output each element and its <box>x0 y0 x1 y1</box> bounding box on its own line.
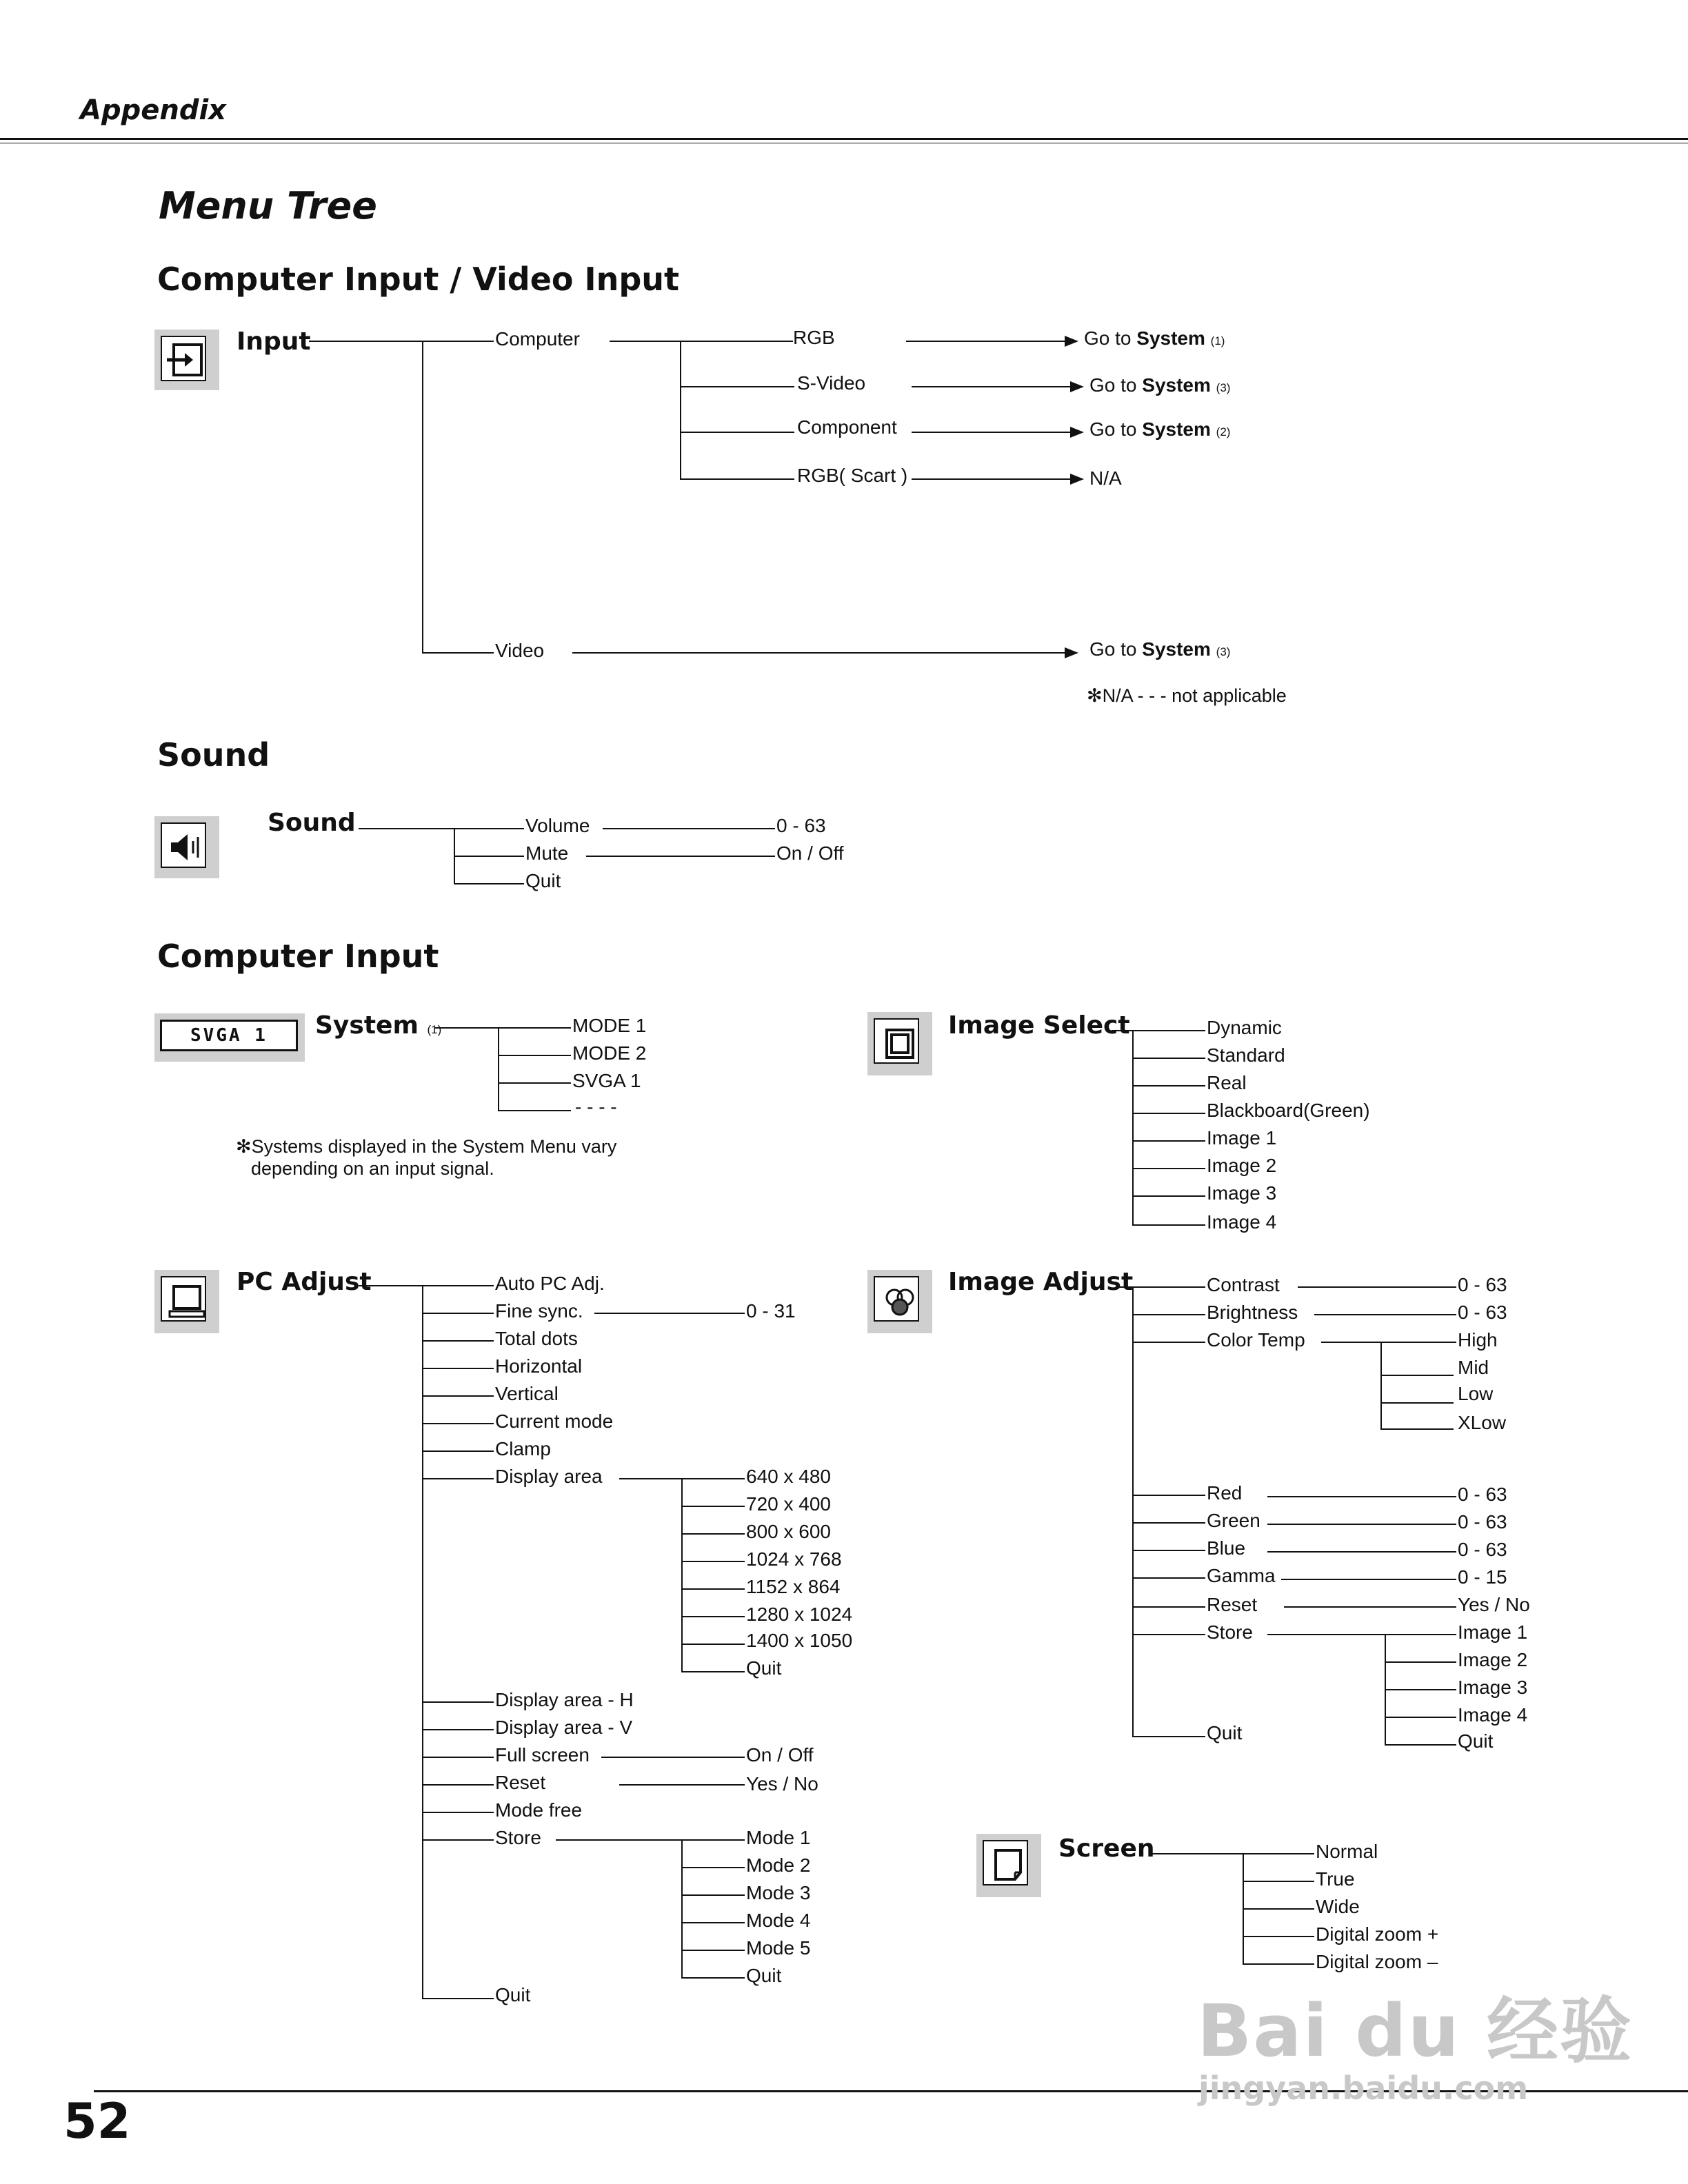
pc-store-mode5: Mode 5 <box>746 1937 811 1959</box>
watermark-logo: Bai du 经验 <box>1197 1989 1633 2073</box>
pc-clamp: Clamp <box>495 1438 551 1459</box>
watermark-url: jingyan.baidu.com <box>1198 2070 1529 2107</box>
pc-full-screen: Full screen <box>495 1744 590 1766</box>
display-area-1152: 1152 x 864 <box>746 1576 841 1597</box>
pc-reset: Reset <box>495 1772 546 1793</box>
adj-green: Green <box>1207 1510 1260 1531</box>
pc-store-mode4: Mode 4 <box>746 1910 811 1931</box>
adj-color-temp: Color Temp <box>1207 1329 1305 1351</box>
image-select-blackboard: Blackboard(Green) <box>1207 1100 1370 1121</box>
input-icon <box>154 330 219 390</box>
input-menu-label: Input <box>237 327 311 356</box>
pc-adjust-icon <box>154 1270 219 1333</box>
source-component: Component <box>797 416 897 438</box>
contrast-range: 0 - 63 <box>1458 1274 1507 1295</box>
section-header: Appendix <box>80 94 226 126</box>
pc-current-mode: Current mode <box>495 1410 614 1432</box>
pc-store-mode2: Mode 2 <box>746 1854 811 1876</box>
screen-menu-label: Screen <box>1058 1834 1155 1863</box>
goto-svideo: Go to System (3) <box>1089 374 1231 396</box>
svga-display-icon: SVGA 1 <box>154 1013 305 1062</box>
pc-mode-free: Mode free <box>495 1799 583 1821</box>
system-note-2: depending on an input signal. <box>251 1158 494 1179</box>
page-title: Menu Tree <box>159 184 377 228</box>
goto-component: Go to System (2) <box>1089 418 1231 440</box>
page-number: 52 <box>63 2093 131 2150</box>
blue-range: 0 - 63 <box>1458 1539 1507 1560</box>
system-svga1: SVGA 1 <box>572 1070 641 1091</box>
adj-blue: Blue <box>1207 1537 1246 1559</box>
color-temp-high: High <box>1458 1329 1498 1351</box>
screen-wide: Wide <box>1316 1896 1360 1917</box>
image-select-icon <box>867 1012 932 1075</box>
image-select-dynamic: Dynamic <box>1207 1017 1282 1038</box>
fine-sync-range: 0 - 31 <box>746 1300 796 1322</box>
sound-quit: Quit <box>525 870 561 891</box>
pc-store-mode3: Mode 3 <box>746 1882 811 1903</box>
adj-store-image4: Image 4 <box>1458 1704 1528 1726</box>
color-temp-xlow: XLow <box>1458 1412 1507 1433</box>
source-rgb: RGB <box>793 327 835 348</box>
red-range: 0 - 63 <box>1458 1484 1507 1505</box>
pc-auto-adj: Auto PC Adj. <box>495 1273 605 1294</box>
gamma-range: 0 - 15 <box>1458 1566 1507 1588</box>
pc-adjust-menu-label: PC Adjust <box>237 1268 372 1296</box>
volume-range: 0 - 63 <box>776 815 826 836</box>
image-select-real: Real <box>1207 1072 1247 1093</box>
sound-volume: Volume <box>525 815 590 836</box>
source-rgb-scart: RGB( Scart ) <box>797 465 908 486</box>
na-note: ✻N/A - - - not applicable <box>1087 685 1287 706</box>
color-temp-mid: Mid <box>1458 1357 1489 1378</box>
sound-icon <box>154 816 219 878</box>
image-select-standard: Standard <box>1207 1044 1285 1066</box>
display-area-640: 640 x 480 <box>746 1466 831 1487</box>
screen-digital-zoom-minus: Digital zoom – <box>1316 1951 1438 1972</box>
system-note-1: ✻Systems displayed in the System Menu vary <box>236 1136 617 1157</box>
display-area-1280: 1280 x 1024 <box>746 1604 853 1625</box>
adj-store-image3: Image 3 <box>1458 1677 1528 1698</box>
adj-quit: Quit <box>1207 1722 1243 1743</box>
system-menu-label: System (1) <box>315 1011 442 1040</box>
screen-true: True <box>1316 1868 1355 1890</box>
mute-values: On / Off <box>776 842 844 864</box>
input-computer: Computer <box>495 328 580 350</box>
image-adjust-icon <box>867 1270 932 1333</box>
screen-digital-zoom-plus: Digital zoom + <box>1316 1923 1439 1945</box>
header-rule <box>0 138 1688 140</box>
pc-display-area-v: Display area - V <box>495 1717 633 1738</box>
adj-store-image2: Image 2 <box>1458 1649 1528 1670</box>
section-title-cv: Computer Input / Video Input <box>157 261 680 298</box>
adj-store-image1: Image 1 <box>1458 1621 1528 1643</box>
adj-gamma: Gamma <box>1207 1565 1276 1586</box>
pc-store: Store <box>495 1827 541 1848</box>
green-range: 0 - 63 <box>1458 1511 1507 1533</box>
image-select-image1: Image 1 <box>1207 1127 1277 1149</box>
full-screen-values: On / Off <box>746 1744 814 1766</box>
image-adjust-menu-label: Image Adjust <box>948 1268 1134 1296</box>
source-na: N/A <box>1089 467 1122 489</box>
sound-menu-label: Sound <box>268 809 356 837</box>
section-title-sound: Sound <box>157 736 270 774</box>
pc-store-mode1: Mode 1 <box>746 1827 811 1848</box>
pc-display-area-h: Display area - H <box>495 1689 634 1710</box>
adj-store-quit: Quit <box>1458 1730 1494 1752</box>
system-mode2: MODE 2 <box>572 1042 647 1064</box>
adj-store: Store <box>1207 1621 1253 1643</box>
system-blank: - - - - <box>575 1096 617 1118</box>
pc-total-dots: Total dots <box>495 1328 578 1349</box>
pc-fine-sync: Fine sync. <box>495 1300 583 1322</box>
system-mode1: MODE 1 <box>572 1015 647 1036</box>
screen-normal: Normal <box>1316 1841 1378 1862</box>
input-video: Video <box>495 640 545 661</box>
pc-horizontal: Horizontal <box>495 1355 583 1377</box>
image-select-image3: Image 3 <box>1207 1182 1277 1204</box>
goto-video: Go to System (3) <box>1089 638 1231 660</box>
goto-rgb: Go to System (1) <box>1084 327 1225 349</box>
display-area-1400: 1400 x 1050 <box>746 1630 853 1651</box>
pc-quit: Quit <box>495 1984 531 2005</box>
display-area-800: 800 x 600 <box>746 1521 831 1542</box>
brightness-range: 0 - 63 <box>1458 1302 1507 1323</box>
adj-reset-values: Yes / No <box>1458 1594 1530 1615</box>
screen-icon <box>976 1834 1041 1897</box>
pc-vertical: Vertical <box>495 1383 559 1404</box>
pc-display-area: Display area <box>495 1466 603 1487</box>
display-area-720: 720 x 400 <box>746 1493 831 1515</box>
source-svideo: S-Video <box>797 372 866 394</box>
image-select-image2: Image 2 <box>1207 1155 1277 1176</box>
image-select-menu-label: Image Select <box>948 1011 1130 1040</box>
adj-red: Red <box>1207 1482 1243 1504</box>
pc-reset-values: Yes / No <box>746 1773 818 1794</box>
section-title-ci: Computer Input <box>157 938 439 975</box>
adj-reset: Reset <box>1207 1594 1258 1615</box>
color-temp-low: Low <box>1458 1383 1494 1404</box>
image-select-image4: Image 4 <box>1207 1211 1277 1233</box>
adj-brightness: Brightness <box>1207 1302 1298 1323</box>
adj-contrast: Contrast <box>1207 1274 1280 1295</box>
display-area-quit: Quit <box>746 1657 782 1679</box>
display-area-1024: 1024 x 768 <box>746 1548 842 1570</box>
sound-mute: Mute <box>525 842 569 864</box>
pc-store-quit: Quit <box>746 1965 782 1986</box>
